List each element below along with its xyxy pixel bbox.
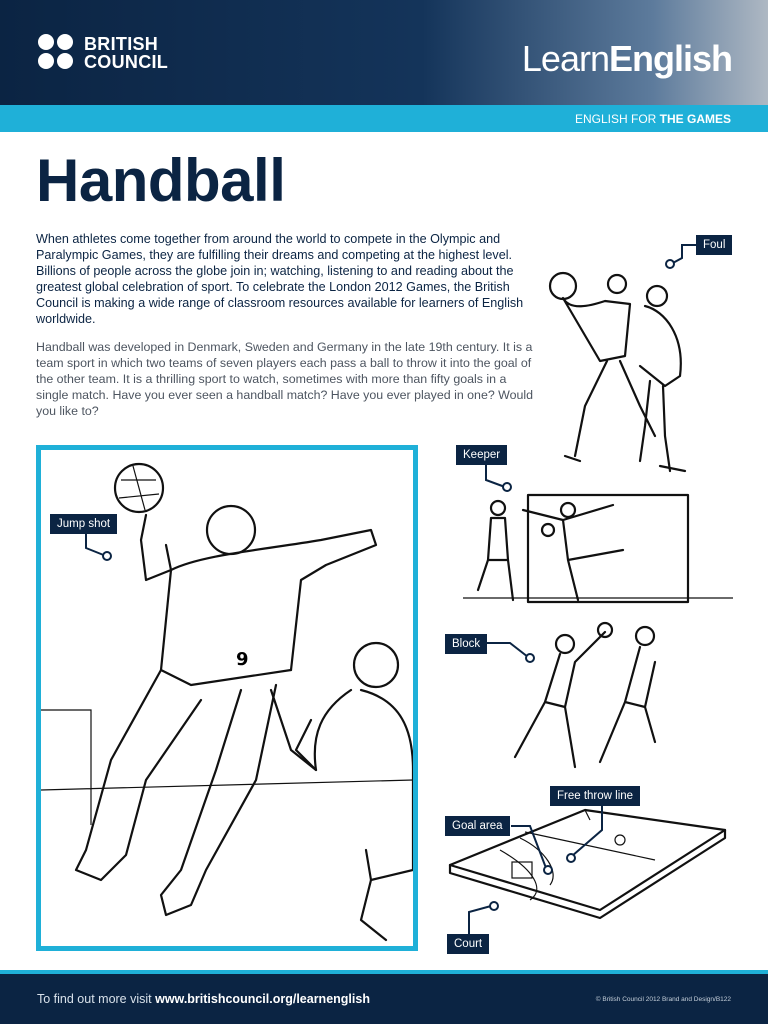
jersey-number-text: 9 xyxy=(236,649,249,670)
label-keeper: Keeper xyxy=(456,445,507,465)
label-jump-shot: Jump shot xyxy=(50,514,117,534)
page-title: Handball xyxy=(36,147,286,214)
intro-paragraph: When athletes come together from around the world to compete in the Olympic and Paralympic Games, they are fulfilling their dreams and competing at the highest level. Billions of people across the globe join in; watching, listening to and reading about the greatest global celebration of sport. To celebrate the London 2012 Games, the British Council is making a wide range of classroom resources available for learners of English worldwide. xyxy=(36,232,524,326)
footer-url-link[interactable]: www.britishcouncil.org/learnenglish xyxy=(155,992,370,1006)
label-free-throw-line: Free throw line xyxy=(550,786,640,806)
label-foul: Foul xyxy=(696,235,732,255)
label-court: Court xyxy=(447,934,489,954)
english-for-the-games: ENGLISH FOR THE GAMES xyxy=(574,112,731,126)
footer xyxy=(0,974,768,1024)
copyright-text: © British Council 2012 Brand and Design/B122 xyxy=(595,996,731,1003)
footer-visit-text: To find out more visit www.britishcouncil.org/learnenglish xyxy=(37,992,370,1006)
learnenglish-logo: LearnEnglish xyxy=(521,38,732,79)
handball-description: Handball was developed in Denmark, Sweden and Germany in the late 19th century. It is a team sport in which two teams of seven players each pass a ball to throw it into the goal of the other team. It is a thrilling sport to watch, sometimes with more than fifty goals in a single match. Have you ever seen a handball match? Have you ever played in one? Would you like to? xyxy=(36,340,534,418)
british-council-wordmark: BRITISH COUNCIL xyxy=(84,34,169,72)
label-goal-area: Goal area xyxy=(445,816,510,836)
label-block: Block xyxy=(445,634,487,654)
